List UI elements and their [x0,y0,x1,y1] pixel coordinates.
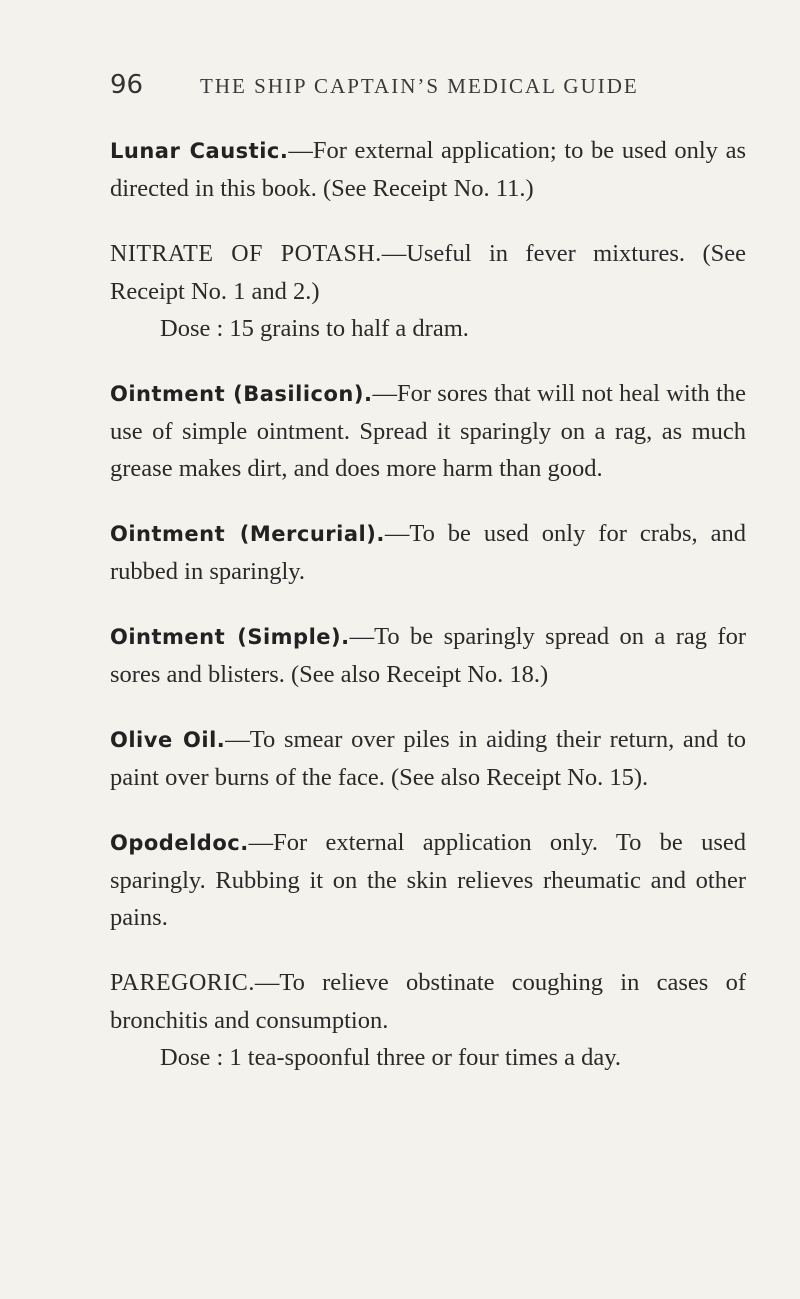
entry-dose: Dose : 15 grains to half a dram. [160,315,469,342]
entry-opodeldoc [110,824,746,936]
entry-nitrate-of-potash [110,235,746,347]
entry-ointment-basilicon [110,375,746,487]
entry-heading: Opodeldoc. [110,831,249,855]
entry-text: —To relieve obstinate coughing in cases of bronchitis and consumption. [110,969,746,1034]
entry-ointment-mercurial [110,515,746,590]
page-number: 96 [110,70,144,100]
entry-heading: Ointment (Mercurial). [110,522,385,546]
entry-text: —For sores that will not heal with the use of simple ointment. Spread it sparingly on a rag, as much grease makes dirt, and does more harm than good. [110,380,747,482]
entry-heading: NITRATE OF POTASH. [110,241,382,267]
running-header [110,70,746,110]
entry-text: —For external application only. To be used sparingly. Rubbing it on the skin relieves rheumatic and other pains. [110,829,746,931]
entry-heading: Olive Oil. [110,728,226,752]
running-title: THE SHIP CAPTAIN’S MEDICAL GUIDE [200,74,639,98]
entry-text: —For external application; to be used only as directed in this book. (See Receipt No. 11.) [110,137,746,202]
entry-paregoric [110,964,746,1076]
entry-lunar-caustic [110,132,746,207]
entry-heading: Ointment (Basilicon). [110,382,373,406]
entry-heading: Ointment (Simple). [110,625,350,649]
entry-text: —To be sparingly spread on a rag for sores and blisters. (See also Receipt No. 18.) [110,623,746,688]
entry-text: —Useful in fever mixtures. (See Receipt No. 1 and 2.) [110,240,746,305]
entry-heading: Lunar Caustic. [110,139,289,163]
entry-text: —To be used only for crabs, and rubbed in sparingly. [110,520,746,585]
entry-dose: Dose : 1 tea-spoonful three or four times a day. [160,1044,622,1071]
entry-heading: PAREGORIC. [110,970,255,996]
entry-text: —To smear over piles in aiding their return, and to paint over burns of the face. (See also Receipt No. 15). [110,726,746,791]
book-page [110,70,746,1104]
entry-ointment-simple [110,618,746,693]
entry-olive-oil [110,721,746,796]
